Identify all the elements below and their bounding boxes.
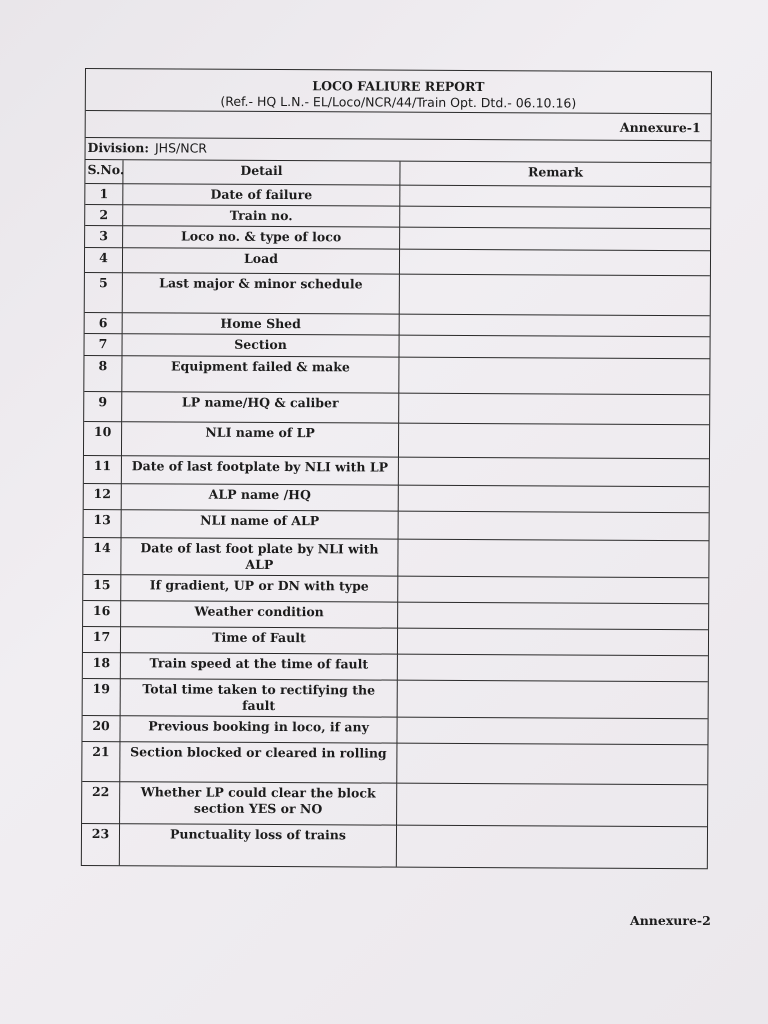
row-sno: 2	[85, 204, 123, 225]
row-detail: Previous booking in loco, if any	[120, 715, 397, 742]
row-detail: Last major & minor schedule	[122, 272, 399, 313]
row-remark[interactable]	[398, 457, 709, 487]
division-value: JHS/NCR	[154, 140, 208, 156]
row-sno: 9	[84, 391, 122, 421]
row-remark[interactable]	[400, 185, 711, 208]
table-row	[85, 272, 710, 315]
table-row	[82, 781, 707, 826]
row-detail: NLI name of LP	[121, 421, 398, 456]
table-row	[82, 741, 707, 784]
division-label: Division:	[87, 140, 150, 156]
row-detail: ALP name /HQ	[121, 483, 398, 510]
row-remark[interactable]	[397, 743, 708, 785]
table-row	[84, 483, 709, 512]
row-sno: 19	[83, 678, 121, 715]
table-row	[83, 574, 708, 603]
row-detail: Loco no. & type of loco	[123, 225, 400, 248]
row-sno: 22	[82, 781, 120, 823]
row-remark[interactable]	[399, 393, 710, 425]
report-header	[86, 69, 711, 114]
row-detail: Load	[122, 247, 399, 273]
row-sno: 17	[83, 626, 121, 652]
row-remark[interactable]	[398, 539, 709, 578]
table-row	[83, 626, 708, 655]
table-row	[83, 537, 708, 577]
row-remark[interactable]	[400, 206, 711, 229]
row-detail: Date of last footplate by NLI with LP	[121, 455, 398, 484]
table-row	[83, 678, 708, 718]
row-detail: Train no.	[123, 204, 400, 226]
row-sno: 16	[83, 600, 121, 626]
row-remark[interactable]	[398, 602, 709, 630]
annexure-footer: Annexure-2	[630, 913, 711, 928]
table-row	[83, 600, 708, 629]
row-remark[interactable]	[397, 783, 708, 827]
header-sno: S.No.	[85, 160, 123, 183]
row-remark[interactable]	[398, 511, 709, 541]
table-row	[84, 509, 709, 540]
row-sno: 23	[82, 823, 120, 865]
row-remark[interactable]	[399, 249, 710, 276]
row-detail: LP name/HQ & caliber	[122, 391, 399, 422]
row-sno: 20	[82, 715, 120, 741]
row-detail: Total time taken to rectifying the fault	[120, 678, 397, 716]
row-remark[interactable]	[397, 680, 708, 719]
row-detail: Equipment failed & make	[122, 355, 399, 392]
row-remark[interactable]	[399, 314, 710, 337]
table-row	[84, 355, 709, 394]
table-header-row	[85, 160, 710, 186]
division-row	[86, 138, 711, 163]
header-remark: Remark	[400, 162, 711, 187]
table-row	[85, 225, 710, 250]
table-row	[82, 715, 707, 744]
row-remark[interactable]	[397, 628, 708, 656]
row-sno: 14	[83, 537, 121, 574]
report-title: LOCO FALIURE REPORT	[312, 78, 485, 95]
report-sheet	[81, 68, 712, 869]
row-sno: 1	[85, 183, 123, 204]
header-detail: Detail	[123, 160, 400, 184]
row-remark[interactable]	[398, 423, 709, 459]
row-remark[interactable]	[396, 825, 707, 869]
row-sno: 10	[84, 421, 122, 455]
row-remark[interactable]	[397, 654, 708, 682]
table-row	[84, 455, 709, 486]
row-sno: 4	[85, 247, 123, 272]
row-remark[interactable]	[398, 576, 709, 604]
row-detail: Home Shed	[122, 312, 399, 334]
row-sno: 5	[85, 272, 123, 312]
annexure-label: Annexure-1	[86, 111, 711, 141]
row-sno: 7	[84, 333, 122, 355]
row-sno: 6	[85, 312, 123, 333]
failure-report-table	[82, 160, 711, 868]
row-remark[interactable]	[397, 717, 708, 745]
row-sno: 13	[84, 509, 122, 537]
row-detail: Weather condition	[121, 600, 398, 627]
table-row	[84, 333, 709, 358]
table-row	[85, 247, 710, 275]
row-detail: Section	[122, 333, 399, 356]
row-remark[interactable]	[400, 227, 711, 251]
row-detail: Train speed at the time of fault	[120, 652, 397, 679]
table-row	[83, 652, 708, 681]
report-reference: (Ref.- HQ L.N.- EL/Loco/NCR/44/Train Opt. Dtd.- 06.10.16)	[220, 93, 577, 111]
row-remark[interactable]	[399, 335, 710, 359]
row-sno: 11	[84, 455, 122, 483]
row-sno: 12	[84, 483, 122, 509]
row-sno: 21	[82, 741, 120, 781]
row-sno: 18	[83, 652, 121, 678]
row-remark[interactable]	[399, 357, 710, 395]
row-detail: If gradient, UP or DN with type	[121, 574, 398, 601]
row-detail: Section blocked or cleared in rolling	[120, 741, 397, 782]
row-detail: NLI name of ALP	[121, 509, 398, 538]
row-sno: 3	[85, 225, 123, 247]
row-remark[interactable]	[399, 274, 710, 316]
table-row	[82, 823, 707, 868]
table-row	[84, 421, 709, 458]
row-remark[interactable]	[398, 485, 709, 513]
table-body	[82, 183, 711, 868]
row-detail: Punctuality loss of trains	[119, 823, 396, 866]
table-row	[84, 391, 709, 424]
row-sno: 8	[84, 355, 122, 391]
row-detail: Whether LP could clear the block section YES or NO	[120, 781, 397, 824]
row-detail: Time of Fault	[120, 626, 397, 653]
row-detail: Date of failure	[123, 183, 400, 205]
row-detail: Date of last foot plate by NLI with ALP	[121, 537, 398, 575]
row-sno: 15	[83, 574, 121, 600]
